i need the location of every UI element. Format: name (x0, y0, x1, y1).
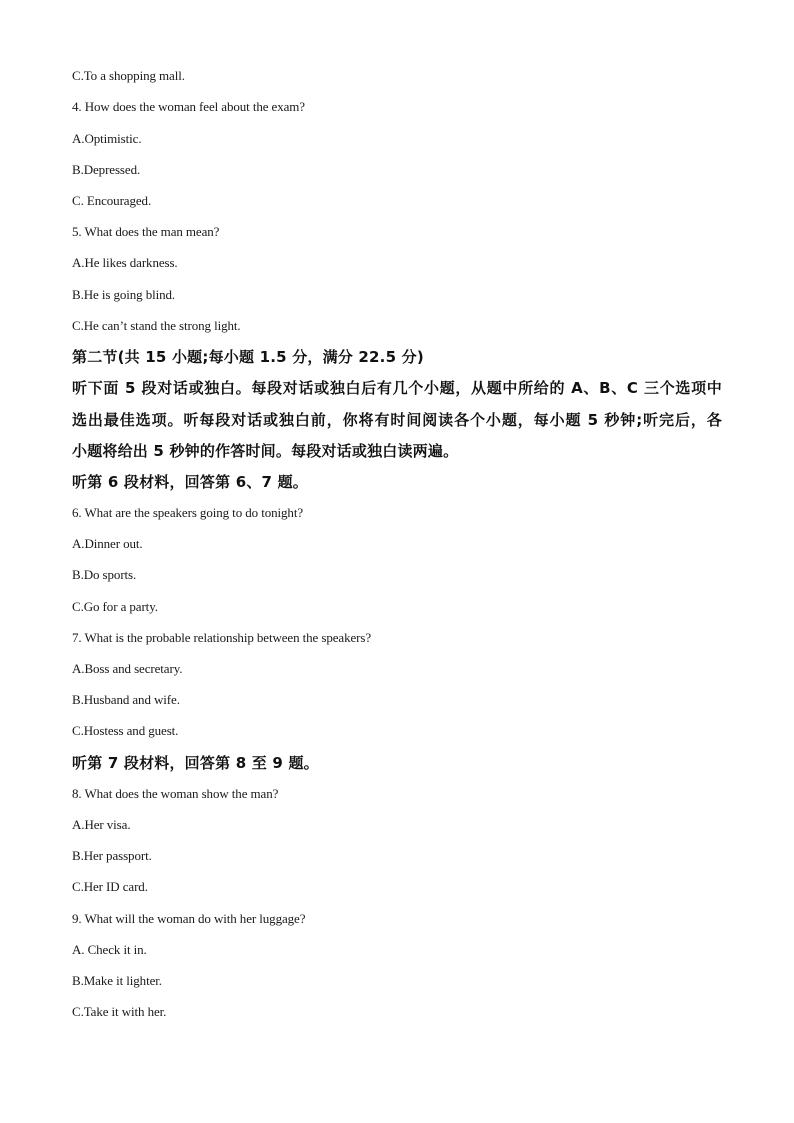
option-4c: C. Encouraged. (72, 193, 152, 208)
option-6a: A.Dinner out. (72, 536, 143, 551)
instructions-line-1: 听下面 5 段对话或独白。每段对话或独白后有几个小题，从题中所给的 A、B、C 三个选项中 (72, 379, 722, 397)
section-heading: 第二节(共 15 小题;每小题 1.5 分，满分 22.5 分) (72, 348, 424, 366)
question-8: 8. What does the woman show the man? (72, 786, 279, 801)
option-7a: A.Boss and secretary. (72, 661, 183, 676)
option-8c: C.Her ID card. (72, 879, 148, 894)
option-4b: B.Depressed. (72, 162, 141, 177)
option-7b: B.Husband and wife. (72, 692, 180, 707)
option-9c: C.Take it with her. (72, 1004, 167, 1019)
option-6c: C.Go for a party. (72, 599, 158, 614)
instructions-line-2: 选出最佳选项。听每段对话或独白前，你将有时间阅读各个小题，每小题 5 秒钟;听完后，各 (72, 411, 722, 429)
question-9: 9. What will the woman do with her luggage? (72, 911, 306, 926)
question-4: 4. How does the woman feel about the exam? (72, 99, 305, 114)
option-5a: A.He likes darkness. (72, 255, 178, 270)
option-5c: C.He can’t stand the strong light. (72, 318, 241, 333)
option-8a: A.Her visa. (72, 817, 131, 832)
material-6-heading: 听第 6 段材料，回答第 6、7 题。 (72, 473, 309, 491)
instructions-line-3: 小题将给出 5 秒钟的作答时间。每段对话或独白读两遍。 (72, 442, 459, 460)
option-9b: B.Make it lighter. (72, 973, 162, 988)
option-8b: B.Her passport. (72, 848, 152, 863)
option-3c: C.To a shopping mall. (72, 68, 185, 83)
option-4a: A.Optimistic. (72, 131, 142, 146)
option-5b: B.He is going blind. (72, 287, 176, 302)
material-7-heading: 听第 7 段材料，回答第 8 至 9 题。 (72, 754, 319, 772)
option-9a: A. Check it in. (72, 942, 147, 957)
question-7: 7. What is the probable relationship between the speakers? (72, 630, 371, 645)
question-6: 6. What are the speakers going to do tonight? (72, 505, 304, 520)
option-7c: C.Hostess and guest. (72, 723, 179, 738)
question-5: 5. What does the man mean? (72, 224, 220, 239)
option-6b: B.Do sports. (72, 567, 137, 582)
